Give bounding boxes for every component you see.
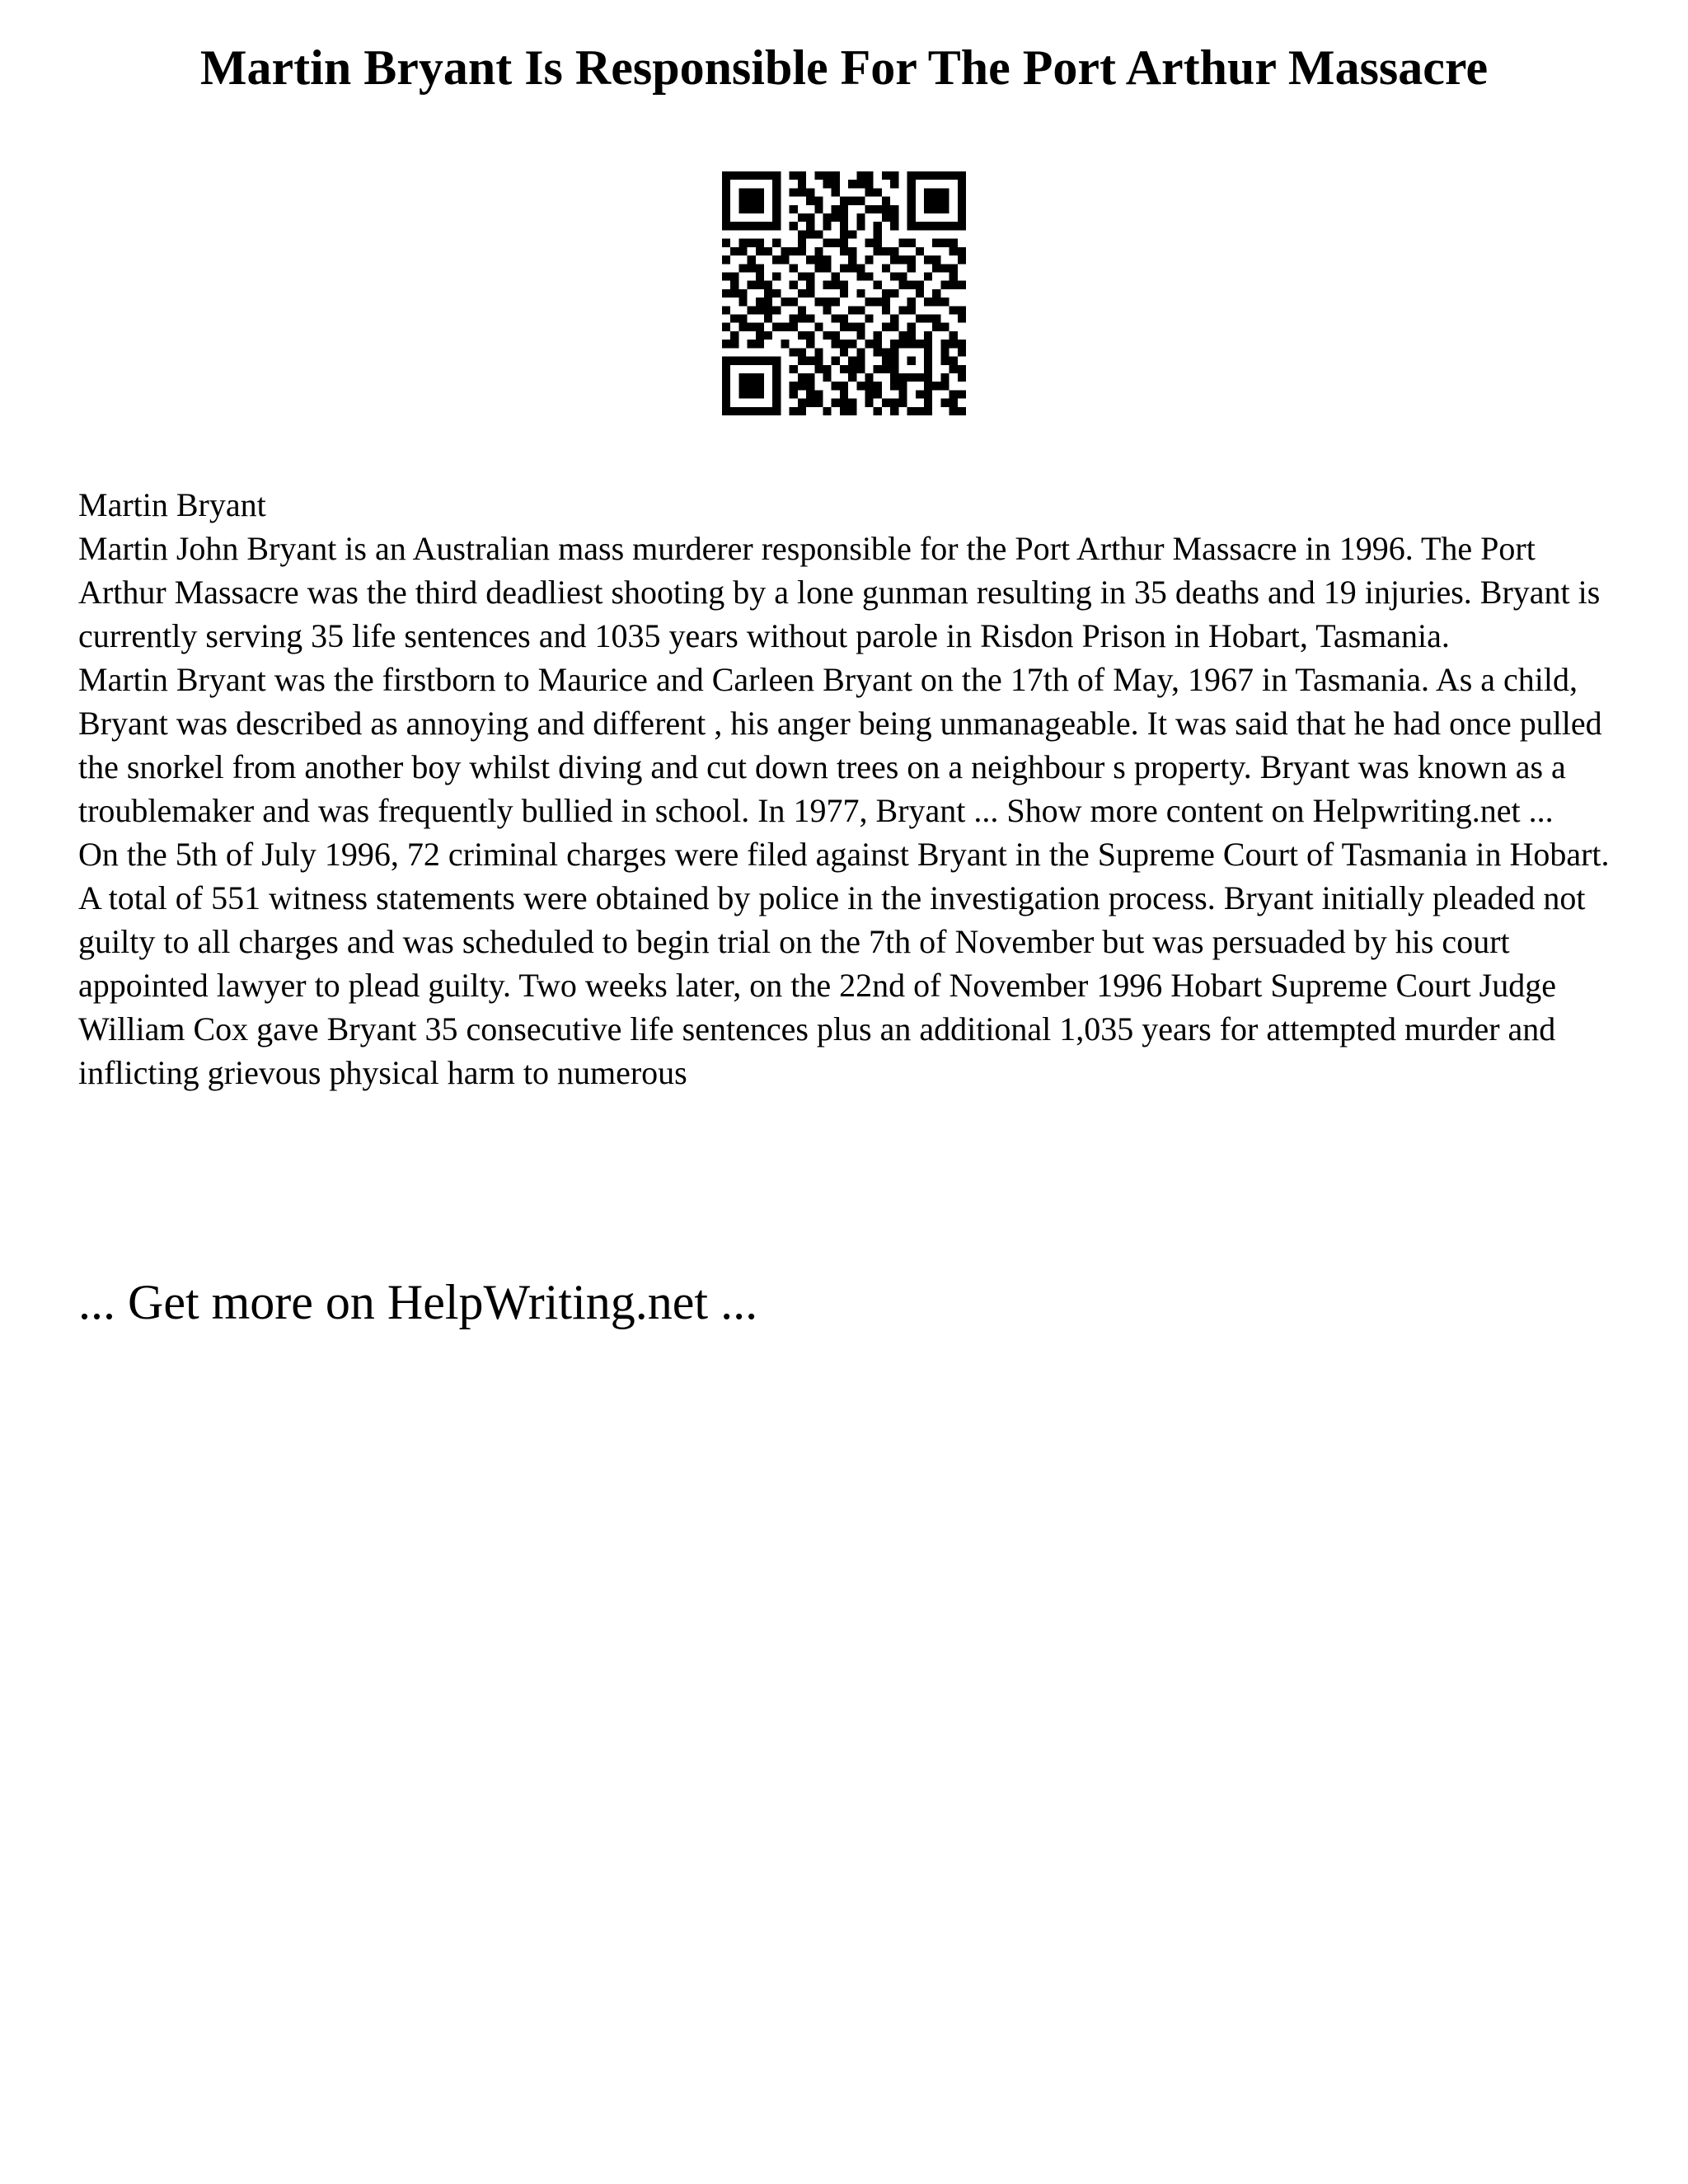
- footer-link-text: ... Get more on HelpWriting.net ...: [78, 1275, 758, 1329]
- qr-code: [722, 171, 966, 415]
- paragraph-trial: On the 5th of July 1996, 72 criminal charges were filed against Bryant in the Supreme Court of Tasmania in Hobart. A total of 551 witness statements were obtained by police in the investigation process. Bryant initially pleaded not guilty to all charges and was scheduled to begin trial on the 7th of November but was persuaded by his court appointed lawyer to plead guilty. Two weeks later, on the 22nd of November 1996 Hobart Supreme Court Judge William Cox gave Bryant 35 consecutive life sentences plus an additional 1,035 years for attempted murder and inflicting grievous physical harm to numerous: [78, 836, 1610, 1091]
- document-body: [78, 483, 1628, 1094]
- page-title: Martin Bryant Is Responsible For The Port Arthur Massacre: [199, 40, 1489, 95]
- paragraph-early-life: Martin Bryant was the firstborn to Maurice and Carleen Bryant on the 17th of May, 1967 in Tasmania. As a child, Bryant was described as annoying and different , his anger being unmanageable. It was said that he had once pulled the snorkel from another boy whilst diving and cut down trees on a neighbour s property. Bryant was known as a troublemaker and was frequently bullied in school. In 1977, Bryant ... Show more content on Helpwriting.net ...: [78, 661, 1602, 829]
- section-heading: Martin Bryant: [78, 486, 266, 523]
- paragraph-intro: Martin John Bryant is an Australian mass murderer responsible for the Port Arthur Massacre in 1996. The Port Arthur Massacre was the third deadliest shooting by a lone gunman resulting in 35 deaths and 19 injuries. Bryant is currently serving 35 life sentences and 1035 years without parole in Risdon Prison in Hobart, Tasmania.: [78, 530, 1601, 654]
- qr-code-graphic: [722, 171, 966, 415]
